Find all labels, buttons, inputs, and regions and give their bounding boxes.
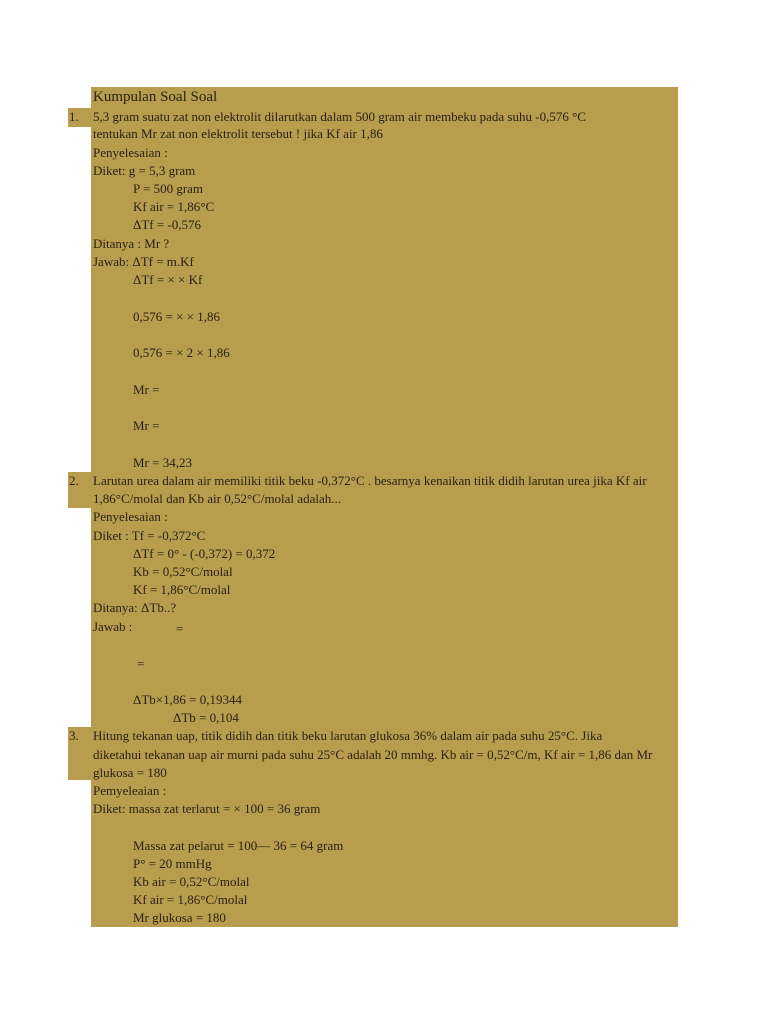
given-line: P = 500 gram xyxy=(133,181,204,196)
answer-step: 0,576 = × 2 × 1,86 xyxy=(133,345,230,360)
given-line: Kf air = 1,86°C/molal xyxy=(133,892,248,907)
answer-result: Mr = 34,23 xyxy=(133,455,192,470)
answer-step: Mr = xyxy=(133,418,160,433)
answer-step: Mr = xyxy=(133,382,160,397)
answer-step: = xyxy=(176,621,184,636)
asked-line: Ditanya : Mr ? xyxy=(93,236,170,251)
question-line: glukosa = 180 xyxy=(93,765,167,780)
answer-step: ΔTb×1,86 = 0,19344 xyxy=(133,692,242,707)
question-line: Larutan urea dalam air memiliki titik beku -0,372°C . besarnya kenaikan titik didih larutan urea jika Kf air xyxy=(93,473,647,488)
answer-step: = xyxy=(137,656,145,671)
document-title: Kumpulan Soal Soal xyxy=(93,89,218,105)
given-line: Kb = 0,52°C/molal xyxy=(133,564,233,579)
question-line: 5,3 gram suatu zat non elektrolit dilarutkan dalam 500 gram air membeku pada suhu -0,576 °C xyxy=(93,109,586,124)
given-line: P° = 20 mmHg xyxy=(133,856,212,871)
section-label: Pemyeleaian : xyxy=(93,783,167,798)
answer-line: Jawab: ΔTf = m.Kf xyxy=(93,254,194,269)
given-line: ΔTf = -0,576 xyxy=(133,217,202,232)
problem-number: 1. xyxy=(69,109,79,124)
section-label: Penyelesaian : xyxy=(93,509,168,524)
problem-number: 3. xyxy=(69,728,79,743)
question-line: tentukan Mr zat non elektrolit tersebut ! jika Kf air 1,86 xyxy=(93,126,383,141)
given-line: Kf air = 1,86°C xyxy=(133,199,215,214)
given-line: ΔTf = 0° - (-0,372) = 0,372 xyxy=(133,546,276,561)
given-line: Massa zat pelarut = 100— 36 = 64 gram xyxy=(133,838,344,853)
given-line: Kf = 1,86°C/molal xyxy=(133,582,231,597)
answer-result: ΔTb = 0,104 xyxy=(173,710,239,725)
given-line: Mr glukosa = 180 xyxy=(133,910,226,925)
answer-step: 0,576 = × × 1,86 xyxy=(133,309,220,324)
given-line: Kb air = 0,52°C/molal xyxy=(133,874,250,889)
answer-line: Jawab : xyxy=(93,619,133,634)
asked-line: Ditanya: ΔTb..? xyxy=(93,600,177,615)
given-line: Diket : Tf = -0,372°C xyxy=(93,528,206,543)
answer-step: ΔTf = × × Kf xyxy=(133,272,203,287)
given-line: Diket: massa zat terlarut = × 100 = 36 gram xyxy=(93,801,321,816)
problem-number: 2. xyxy=(69,473,79,488)
section-label: Penyelesaian : xyxy=(93,145,168,160)
given-line: Diket: g = 5,3 gram xyxy=(93,163,196,178)
question-line: diketahui tekanan uap air murni pada suhu 25°C adalah 20 mmhg. Kb air = 0,52°C/m, Kf air = 1,86 dan Mr xyxy=(93,747,653,762)
question-line: 1,86°C/molal dan Kb air 0,52°C/molal adalah... xyxy=(93,491,341,506)
question-line: Hitung tekanan uap, titik didih dan titik beku larutan glukosa 36% dalam air pada suhu 25°C. Jika xyxy=(93,728,603,743)
